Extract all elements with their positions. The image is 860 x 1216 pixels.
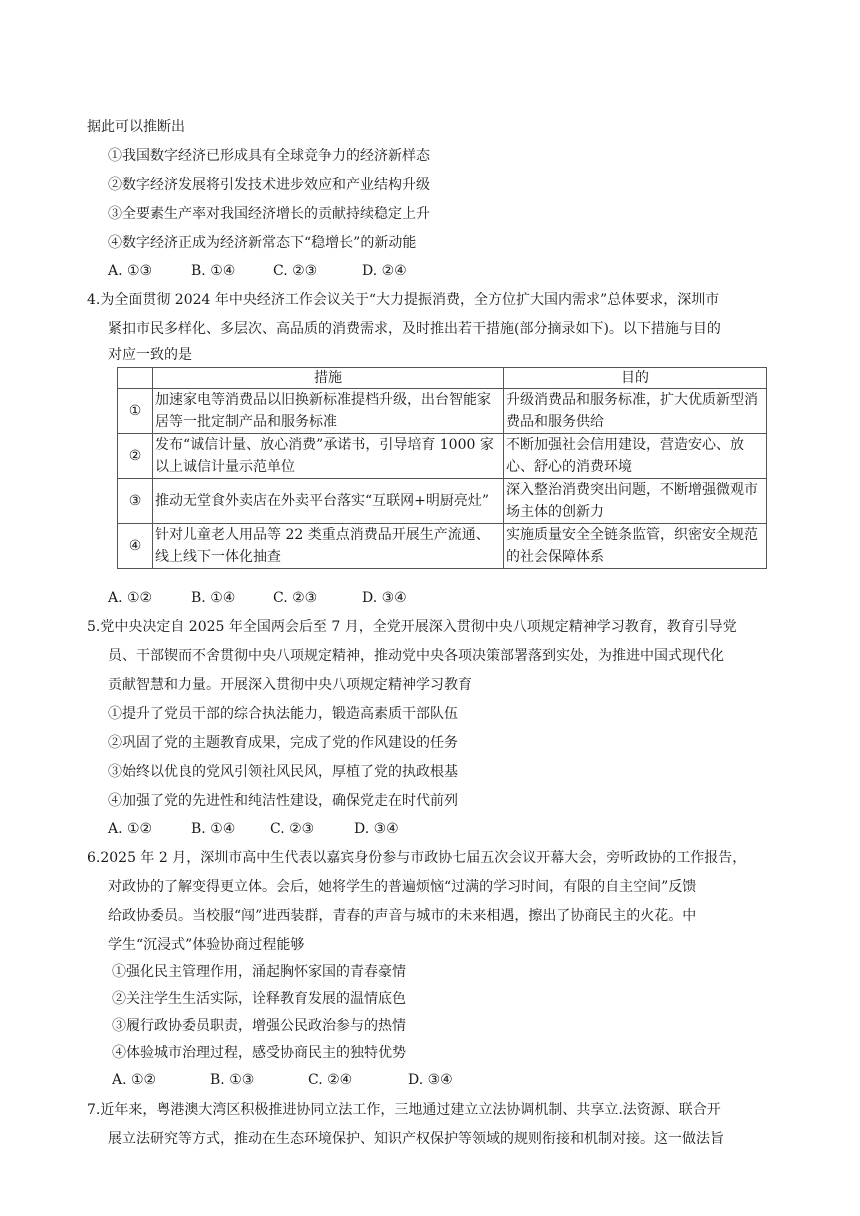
row-measure: 加速家电等消费品以旧换新标准提档升级，出台智能家居等一批定制产品和服务标准	[153, 389, 504, 434]
row-goal: 实施质量安全全链条监管，织密安全规范的社会保障体系	[504, 524, 767, 569]
row-number: ①	[118, 389, 153, 434]
q5-stem-line-2: 员、干部锲而不舍贯彻中央八项规定精神，推动党中央各项决策部署落到实处，为推进中国式现代化	[108, 648, 724, 664]
q6-stem-line-4: 学生“沉浸式”体验协商过程能够	[108, 937, 305, 953]
q5-stem-line-1: 5.党中央决定自 2025 年全国两会后至 7 月，全党开展深入贯彻中央八项规定精神学习教育，教育引导党	[87, 619, 737, 635]
q6-option-c: C. ②④	[308, 1072, 353, 1088]
q6-stem-line-3: 给政协委员。当校服“闯”进西装群，青春的声音与城市的未来相遇，擦出了协商民主的火花。中	[108, 908, 697, 924]
q3-options	[108, 261, 407, 281]
row-measure: 发布“诚信计量、放心消费”承诺书，引导培育 1000 家以上诚信计量示范单位	[153, 434, 504, 479]
q3-option-a: A. ①③	[108, 263, 153, 279]
q6-statement-4: ④体验城市治理过程，感受协商民主的独特优势	[112, 1045, 406, 1061]
q3-option-b: B. ①④	[191, 263, 236, 279]
q3-statement-2: ②数字经济发展将引发技术进步效应和产业结构升级	[108, 177, 430, 193]
row-number: ②	[118, 434, 153, 479]
q5-option-d: D. ③④	[354, 821, 399, 837]
q7-stem-line-1: 7.近年来，粤港澳大湾区积极推进协同立法工作，三地通过建立立法协调机制、共享立.法资源、联合开	[87, 1102, 721, 1118]
q4-stem-line-2: 紧扣市民多样化、多层次、高品质的消费需求，及时推出若干措施(部分摘录如下)。以下措施与目的	[108, 321, 721, 337]
table-row	[118, 389, 767, 434]
q4-option-d: D. ③④	[362, 590, 407, 606]
row-goal: 升级消费品和服务标准，扩大优质新型消费品和服务供给	[504, 389, 767, 434]
row-number: ④	[118, 524, 153, 569]
q3-statement-3: ③全要素生产率对我国经济增长的贡献持续稳定上升	[108, 206, 430, 222]
q7-stem-line-2: 展立法研究等方式，推动在生态环境保护、知识产权保护等领域的规则衔接和机制对接。这一做法旨	[108, 1131, 724, 1147]
row-measure: 推动无堂食外卖店在外卖平台落实“互联网+明厨亮灶”	[153, 479, 504, 524]
q5-option-c: C. ②③	[270, 821, 315, 837]
table-row	[118, 434, 767, 479]
measures-table	[117, 367, 767, 569]
q5-stem-line-3: 贡献智慧和力量。开展深入贯彻中央八项规定精神学习教育	[108, 677, 472, 693]
q6-stem-line-1: 6.2025 年 2 月，深圳市高中生代表以嘉宾身份参与市政协七届五次会议开幕大会，旁听政协的工作报告，	[87, 850, 747, 866]
q6-statement-2: ②关注学生生活实际，诠释教育发展的温情底色	[112, 991, 406, 1007]
q5-options	[108, 819, 399, 839]
q3-statement-1: ①我国数字经济已形成具有全球竞争力的经济新样态	[108, 148, 430, 164]
row-number: ③	[118, 479, 153, 524]
q3-option-c: C. ②③	[273, 263, 318, 279]
q5-option-a: A. ①②	[108, 821, 153, 837]
q3-option-d: D. ②④	[362, 263, 407, 279]
q3-statement-4: ④数字经济正成为经济新常态下“稳增长”的新动能	[108, 235, 417, 251]
q5-statement-4: ④加强了党的先进性和纯洁性建设，确保党走在时代前列	[108, 793, 458, 809]
q6-option-b: B. ①③	[210, 1072, 255, 1088]
q3-stem-tail: 据此可以推断出	[87, 119, 185, 135]
q6-option-a: A. ①②	[112, 1072, 157, 1088]
q5-statement-3: ③始终以优良的党风引领社风民风，厚植了党的执政根基	[108, 764, 458, 780]
row-measure: 针对儿童老人用品等 22 类重点消费品开展生产流通、线上线下一体化抽查	[153, 524, 504, 569]
q4-stem-line-3: 对应一致的是	[108, 347, 192, 363]
q4-options	[108, 588, 407, 608]
q6-stem-line-2: 对政协的了解变得更立体。会后，她将学生的普遍烦恼“过满的学习时间，有限的自主空间”反馈	[108, 879, 697, 895]
q6-statement-3: ③履行政协委员职责，增强公民政治参与的热情	[112, 1018, 406, 1034]
table-header-row	[118, 368, 767, 389]
q5-option-b: B. ①④	[191, 821, 236, 837]
q6-options	[112, 1070, 453, 1090]
row-goal: 深入整治消费突出问题，不断增强微观市场主体的创新力	[504, 479, 767, 524]
q5-statement-2: ②巩固了党的主题教育成果，完成了党的作风建设的任务	[108, 735, 458, 751]
q4-stem-line-1: 4.为全面贯彻 2024 年中央经济工作会议关于“大力提振消费，全方位扩大国内需求”总体要求，深圳市	[87, 292, 720, 308]
table-header-num	[118, 368, 153, 389]
q5-statement-1: ①提升了党员干部的综合执法能力，锻造高素质干部队伍	[108, 706, 458, 722]
q4-option-c: C. ②③	[273, 590, 318, 606]
table-row	[118, 524, 767, 569]
q6-statement-1: ①强化民主管理作用，涌起胸怀家国的青春豪情	[112, 964, 406, 980]
table-header-goal: 目的	[504, 368, 767, 389]
row-goal: 不断加强社会信用建设，营造安心、放心、舒心的消费环境	[504, 434, 767, 479]
q6-option-d: D. ③④	[408, 1072, 453, 1088]
q4-option-a: A. ①②	[108, 590, 153, 606]
table-header-measure: 措施	[153, 368, 504, 389]
q4-option-b: B. ①④	[191, 590, 236, 606]
table-row	[118, 479, 767, 524]
